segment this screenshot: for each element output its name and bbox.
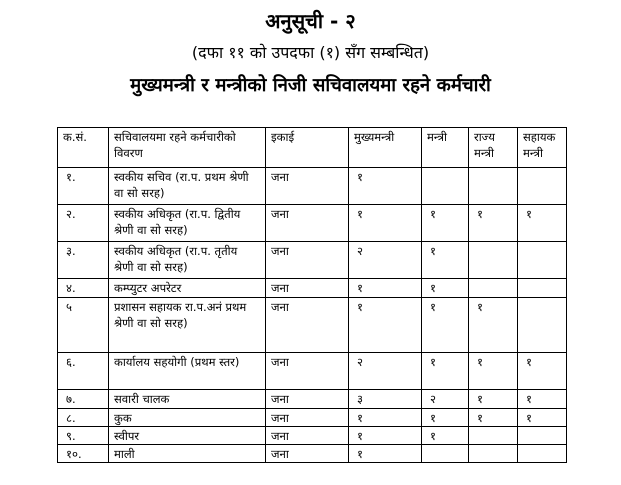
cell-state-minister	[469, 279, 518, 298]
cell-assistant-minister	[518, 298, 567, 353]
cell-description: कुक	[109, 409, 266, 427]
cell-chief-minister: ३	[349, 390, 422, 409]
cell-chief-minister: १	[349, 445, 422, 463]
cell-description: प्रशासन सहायक रा.प.अनं प्रथम श्रेणी वा सो सरह)	[109, 298, 266, 353]
cell-chief-minister: १	[349, 298, 422, 353]
cell-assistant-minister	[518, 242, 567, 279]
header-assistant-minister: सहायक मन्त्री	[518, 128, 567, 168]
table-row	[58, 445, 567, 463]
cell-chief-minister: २	[349, 353, 422, 390]
cell-serial: २.	[58, 205, 109, 242]
cell-serial: ६.	[58, 353, 109, 390]
header-chief-minister: मुख्यमन्त्री	[349, 128, 422, 168]
cell-minister: २	[422, 390, 469, 409]
table-row	[58, 298, 567, 353]
cell-state-minister: १	[469, 353, 518, 390]
cell-assistant-minister: १	[518, 205, 567, 242]
cell-unit: जना	[266, 205, 349, 242]
cell-minister: १	[422, 279, 469, 298]
table-row	[58, 390, 567, 409]
cell-minister: १	[422, 353, 469, 390]
cell-minister	[422, 445, 469, 463]
header-minister: मन्त्री	[422, 128, 469, 168]
cell-description: कार्यालय सहयोगी (प्रथम स्तर)	[109, 353, 266, 390]
cell-serial: ७.	[58, 390, 109, 409]
cell-unit: जना	[266, 242, 349, 279]
cell-chief-minister: १	[349, 168, 422, 205]
cell-minister: १	[422, 298, 469, 353]
staff-table	[57, 127, 567, 463]
cell-assistant-minister	[518, 168, 567, 205]
cell-serial: १.	[58, 168, 109, 205]
table-header-row	[58, 128, 567, 168]
cell-serial: ५	[58, 298, 109, 353]
cell-chief-minister: १	[349, 205, 422, 242]
header-description: सचिवालयमा रहने कर्मचारीको विवरण	[109, 128, 266, 168]
cell-state-minister	[469, 427, 518, 445]
cell-assistant-minister: १	[518, 353, 567, 390]
table-row	[58, 279, 567, 298]
table-row	[58, 168, 567, 205]
cell-description: माली	[109, 445, 266, 463]
cell-chief-minister: १	[349, 409, 422, 427]
cell-serial: ८.	[58, 409, 109, 427]
table-row	[58, 427, 567, 445]
cell-state-minister	[469, 168, 518, 205]
table-row	[58, 205, 567, 242]
table-row	[58, 409, 567, 427]
cell-unit: जना	[266, 279, 349, 298]
cell-minister: १	[422, 427, 469, 445]
cell-minister: १	[422, 409, 469, 427]
table-row	[58, 242, 567, 279]
cell-description: स्वीपर	[109, 427, 266, 445]
cell-unit: जना	[266, 445, 349, 463]
cell-minister: १	[422, 205, 469, 242]
cell-unit: जना	[266, 409, 349, 427]
cell-assistant-minister: १	[518, 409, 567, 427]
table-row	[58, 353, 567, 390]
cell-description: कम्प्युटर अपरेटर	[109, 279, 266, 298]
cell-description: स्वकीय अधिकृत (रा.प. द्वितीय श्रेणी वा सो सरह)	[109, 205, 266, 242]
header-serial: क.सं.	[58, 128, 109, 168]
cell-chief-minister: १	[349, 279, 422, 298]
cell-state-minister: १	[469, 298, 518, 353]
cell-assistant-minister	[518, 427, 567, 445]
cell-description: स्वकीय अधिकृत (रा.प. तृतीय श्रेणी वा सो सरह)	[109, 242, 266, 279]
cell-assistant-minister: १	[518, 390, 567, 409]
cell-serial: ४.	[58, 279, 109, 298]
cell-state-minister: १	[469, 205, 518, 242]
header-state-minister: राज्य मन्त्री	[469, 128, 518, 168]
cell-state-minister: १	[469, 409, 518, 427]
cell-minister	[422, 168, 469, 205]
cell-state-minister: १	[469, 390, 518, 409]
cell-unit: जना	[266, 353, 349, 390]
cell-state-minister	[469, 445, 518, 463]
cell-assistant-minister	[518, 279, 567, 298]
header-unit: इकाई	[266, 128, 349, 168]
cell-description: सवारी चालक	[109, 390, 266, 409]
cell-serial: ९.	[58, 427, 109, 445]
cell-unit: जना	[266, 298, 349, 353]
cell-serial: ३.	[58, 242, 109, 279]
schedule-heading: मुख्यमन्त्री र मन्त्रीको निजी सचिवालयमा रहने कर्मचारी	[130, 75, 491, 96]
schedule-subtitle: (दफा ११ को उपदफा (१) सँग सम्बन्धित)	[191, 43, 430, 62]
cell-unit: जना	[266, 427, 349, 445]
schedule-title: अनुसूची - २	[265, 9, 356, 33]
cell-assistant-minister	[518, 445, 567, 463]
cell-unit: जना	[266, 168, 349, 205]
cell-unit: जना	[266, 390, 349, 409]
cell-minister: १	[422, 242, 469, 279]
cell-state-minister	[469, 242, 518, 279]
cell-serial: १०.	[58, 445, 109, 463]
cell-description: स्वकीय सचिव (रा.प. प्रथम श्रेणी वा सो सरह)	[109, 168, 266, 205]
cell-chief-minister: २	[349, 242, 422, 279]
cell-chief-minister: १	[349, 427, 422, 445]
